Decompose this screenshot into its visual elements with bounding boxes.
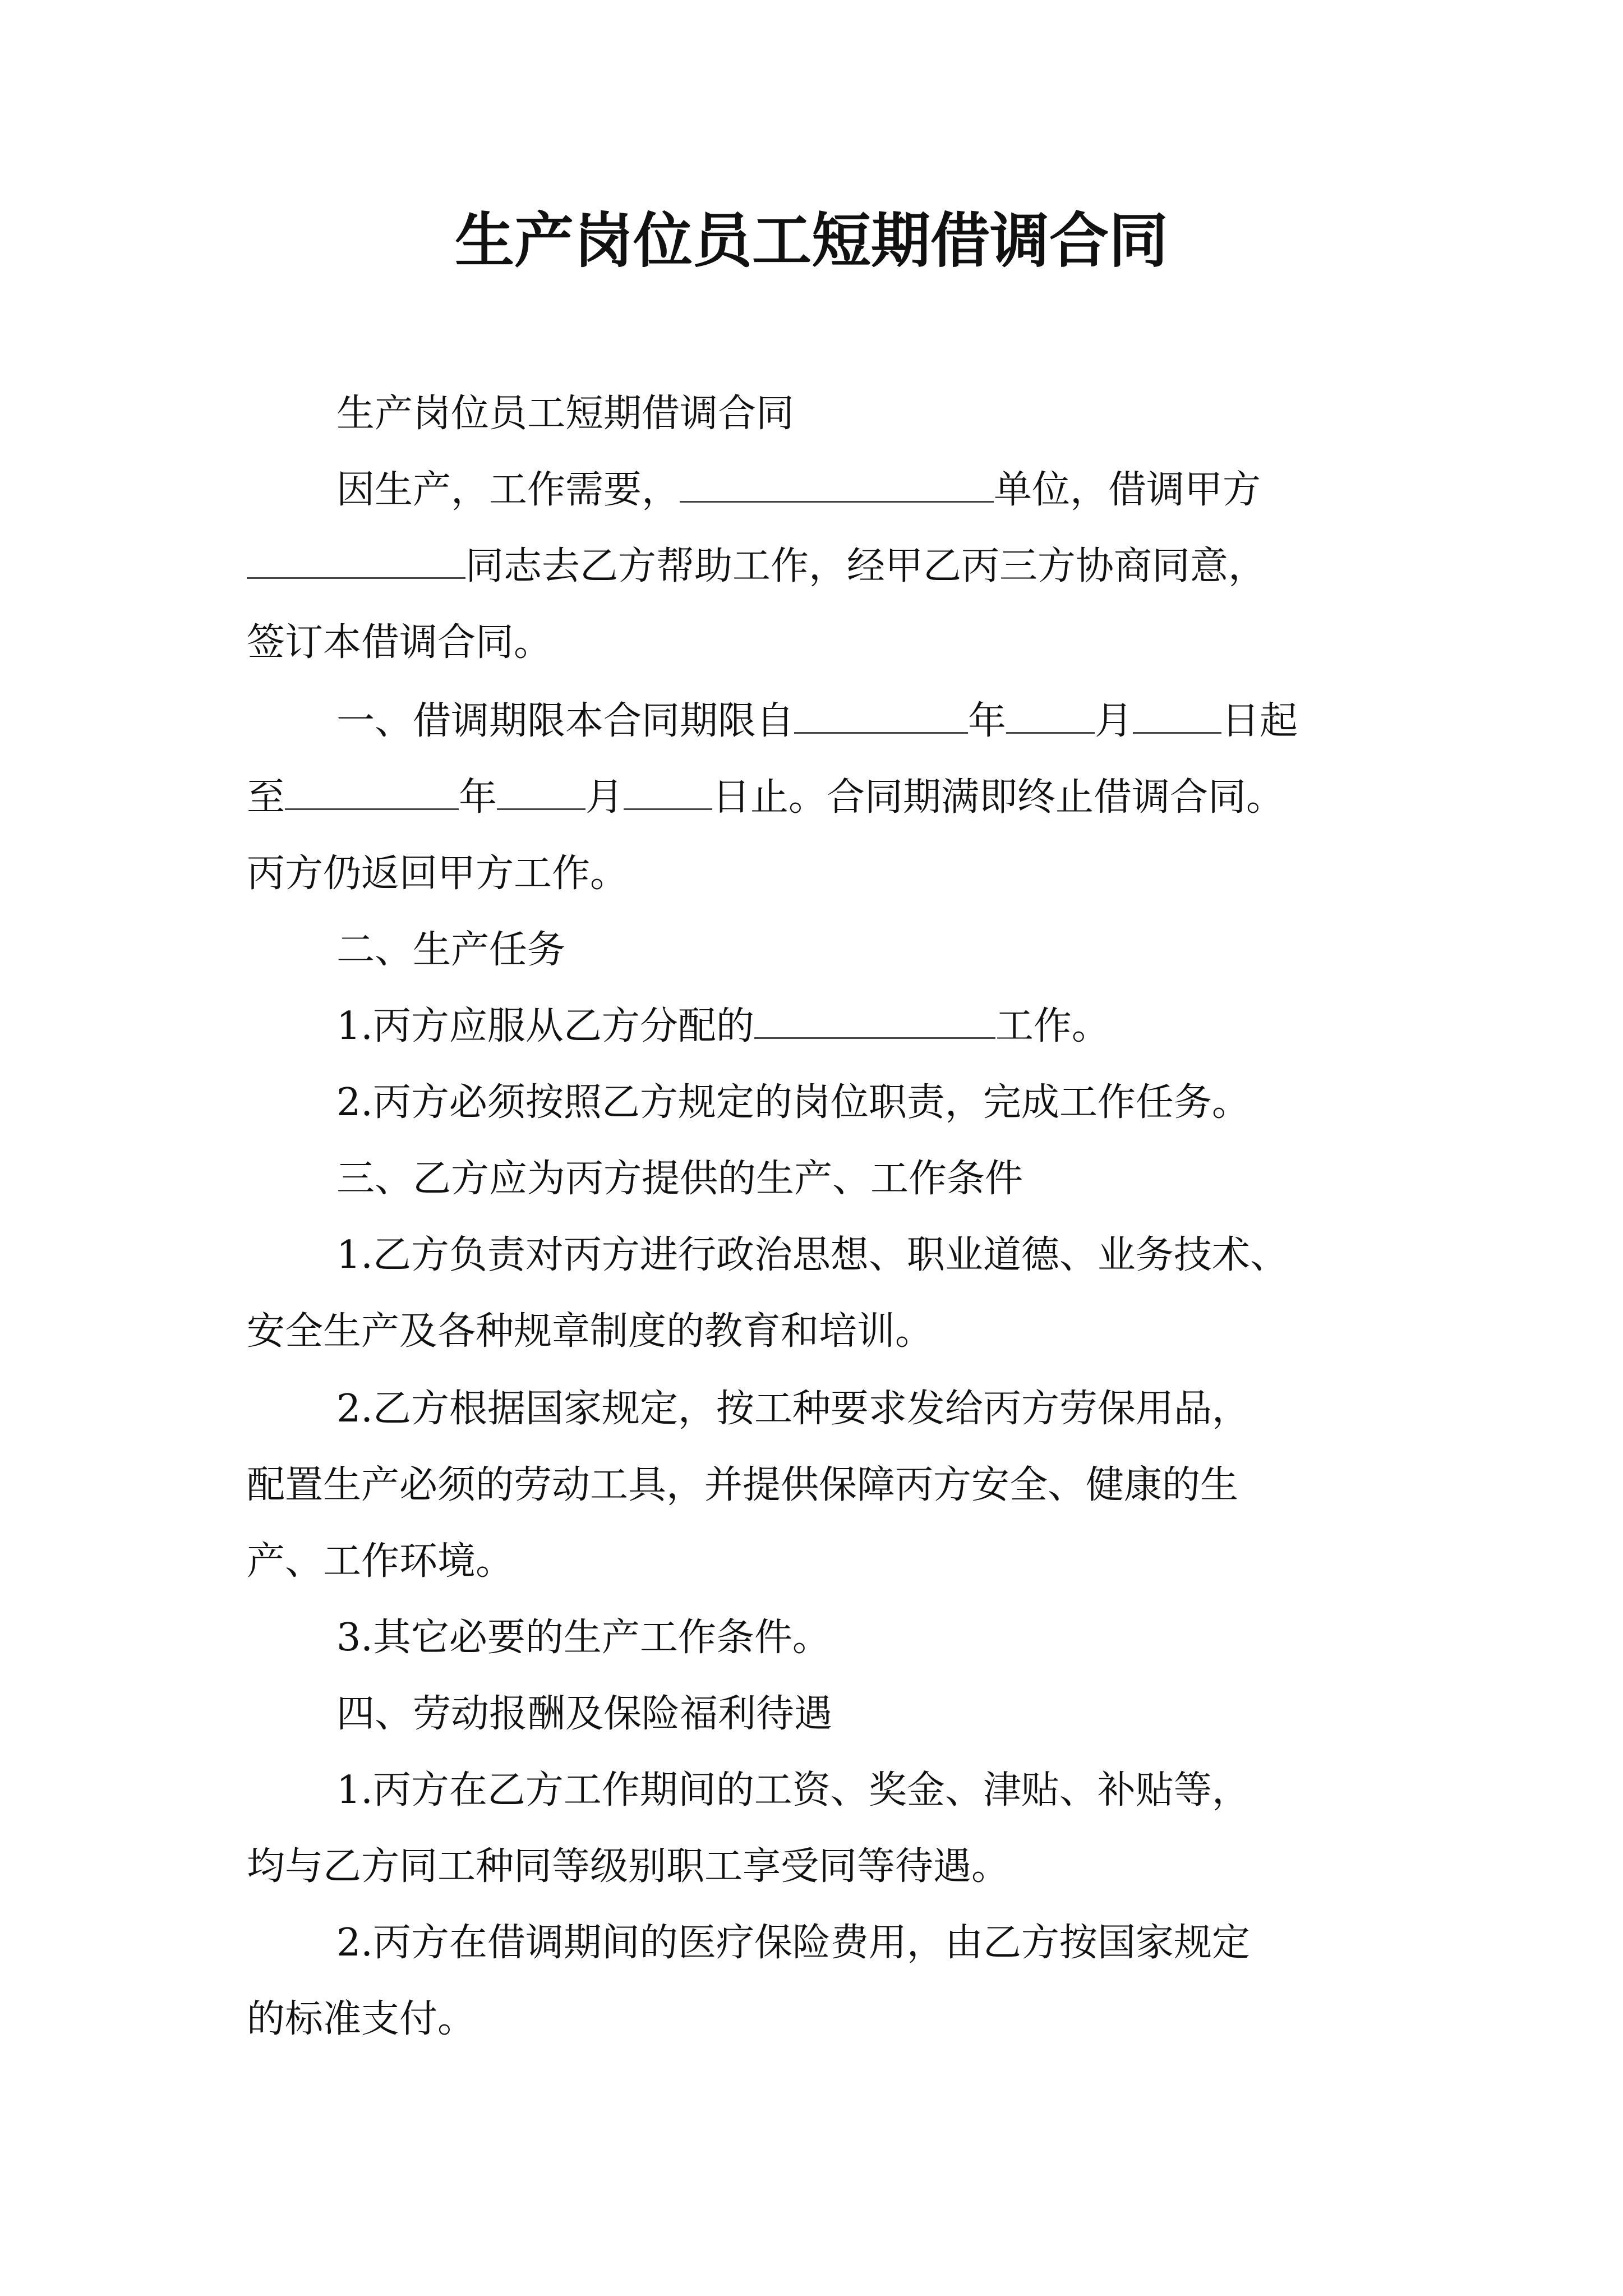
section-heading: 二、生产任务 [336,928,566,972]
intro-text: 同志去乙方帮助工作，经甲乙丙三方协商同意， [465,544,1267,588]
task-item-2: 2.丙方必须按照乙方规定的岗位职责，完成工作任务。 [336,1080,1250,1125]
intro-text: 因生产，工作需要， [336,468,680,512]
start-month-blank [1006,697,1095,734]
term-line-1 [336,693,1298,749]
condition-item-3: 3.其它必要的生产工作条件。 [336,1616,831,1660]
intro-line-3: 签订本借调合同。 [247,620,552,665]
task-item-1 [336,999,1110,1055]
section-heading: 四、劳动报酬及保险福利待遇 [336,1692,833,1736]
condition-item-2-line-3: 产、工作环境。 [247,1539,514,1584]
intro-text: 单位，借调甲方 [994,468,1261,512]
unit-blank [680,466,994,503]
benefit-item-2-line-2: 的标准支付。 [247,1997,476,2041]
intro-line-1 [336,462,1261,518]
benefit-item-1-line-2: 均与乙方同工种同等级别职工享受同等待遇。 [247,1844,1010,1889]
comrade-name-blank [247,542,465,579]
term-text: 日止。合同期满即终止借调合同。 [712,775,1285,820]
work-assignment-blank [754,1002,995,1039]
document-title: 生产岗位员工短期借调合同 [455,206,1168,275]
intro-line-2 [247,539,1266,595]
section-heading: 三、乙方应为丙方提供的生产、工作条件 [336,1157,1023,1201]
end-year-blank [285,774,459,810]
start-day-blank [1133,697,1221,734]
end-day-blank [624,774,712,810]
month-label: 月 [1095,699,1133,743]
year-label: 年 [968,699,1007,743]
condition-item-2-line-1: 2.乙方根据国家规定，按工种要求发给丙方劳保用品， [336,1387,1250,1431]
month-label: 月 [585,775,624,820]
start-year-blank [794,697,968,734]
benefit-item-2-line-1: 2.丙方在借调期间的医疗保险费用，由乙方按国家规定 [336,1921,1250,1965]
benefit-item-1-line-1: 1.丙方在乙方工作期间的工资、奖金、津贴、补贴等， [336,1768,1250,1812]
year-label: 年 [459,775,497,820]
term-text: 至 [247,775,285,820]
term-line-3: 丙方仍返回甲方工作。 [247,852,629,896]
term-line-2 [247,770,1284,826]
condition-item-2-line-2: 配置生产必须的劳动工具，并提供保障丙方安全、健康的生 [247,1463,1239,1507]
day-label: 日起 [1221,699,1298,743]
end-month-blank [497,774,585,810]
condition-item-1-line-1: 1.乙方负责对丙方进行政治思想、职业道德、业务技术、 [336,1233,1288,1277]
condition-item-1-line-2: 安全生产及各种规章制度的教育和培训。 [247,1309,934,1354]
task-text: 1.丙方应服从乙方分配的 [336,1004,754,1048]
task-text: 工作。 [995,1004,1110,1048]
term-text: 一、借调期限本合同期限自 [336,699,795,743]
subtitle-line: 生产岗位员工短期借调合同 [336,392,795,436]
